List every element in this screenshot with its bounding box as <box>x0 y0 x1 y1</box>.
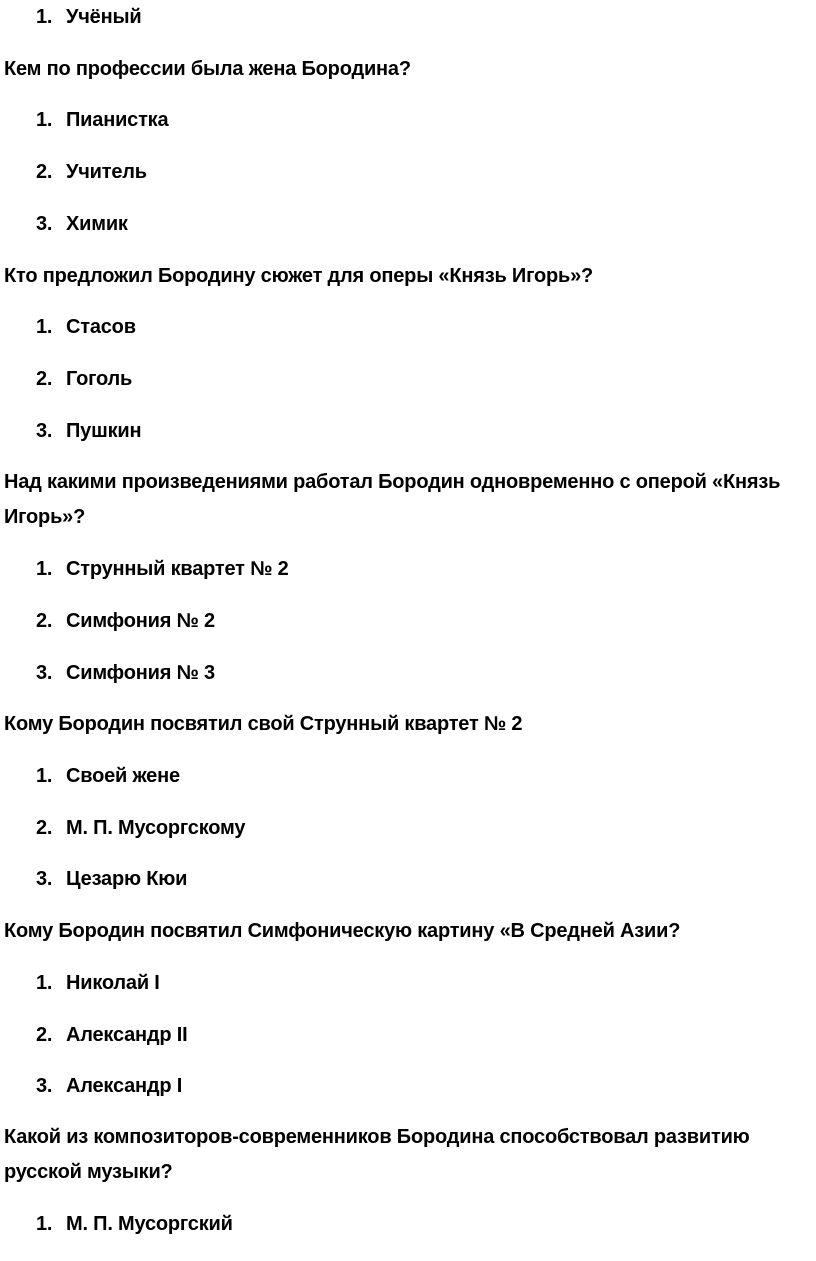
option-number: 1. <box>36 1213 53 1235</box>
option-text: Учёный <box>66 6 142 28</box>
answer-option <box>36 315 136 339</box>
option-text: М. П. Мусоргский <box>66 1213 233 1235</box>
option-number: 3. <box>36 213 53 235</box>
answer-option <box>36 5 141 29</box>
option-number: 3. <box>36 868 53 890</box>
question-text: Кто предложил Бородину сюжет для оперы «Князь Игорь»? <box>4 265 594 287</box>
question-text: Какой из композиторов-современников Бородина способствовал развитию русской музыки? <box>4 1126 750 1183</box>
option-number: 2. <box>36 610 53 632</box>
option-text: Пианистка <box>66 109 169 131</box>
answer-option <box>36 971 160 995</box>
answer-option <box>36 212 128 236</box>
question-text: Кому Бородин посвятил Симфоническую картину «В Средней Азии? <box>4 920 681 942</box>
option-text: Николай I <box>66 972 160 994</box>
option-number: 3. <box>36 1075 53 1097</box>
answer-option <box>36 1212 233 1236</box>
answer-option <box>36 160 147 184</box>
option-number: 1. <box>36 765 53 787</box>
option-text: Химик <box>66 213 128 235</box>
answer-option <box>36 367 132 391</box>
option-text: Цезарю Кюи <box>66 868 188 890</box>
option-text: Пушкин <box>66 420 142 442</box>
question-text: Кем по профессии была жена Бородина? <box>4 58 411 80</box>
option-number: 1. <box>36 316 53 338</box>
option-number: 1. <box>36 558 53 580</box>
option-number: 1. <box>36 972 53 994</box>
option-text: Своей жене <box>66 765 180 787</box>
answer-option <box>36 816 245 840</box>
option-number: 2. <box>36 1024 53 1046</box>
option-number: 2. <box>36 161 53 183</box>
option-number: 3. <box>36 420 53 442</box>
option-text: Александр II <box>66 1024 188 1046</box>
option-number: 1. <box>36 6 53 28</box>
option-text: М. П. Мусоргскому <box>66 817 246 839</box>
option-text: Симфония № 3 <box>66 662 215 684</box>
answer-option <box>36 1074 182 1098</box>
option-text: Гоголь <box>66 368 133 390</box>
answer-option <box>36 867 187 891</box>
answer-option <box>36 557 289 581</box>
answer-option <box>36 108 168 132</box>
option-number: 2. <box>36 368 53 390</box>
option-text: Стасов <box>66 316 136 338</box>
answer-option <box>36 661 215 685</box>
question-text: Кому Бородин посвятил свой Струнный квартет № 2 <box>4 713 523 735</box>
question-text: Над какими произведениями работал Бородин одновременно с оперой «Князь Игорь»? <box>4 471 781 528</box>
option-text: Учитель <box>66 161 147 183</box>
answer-option <box>36 419 141 443</box>
option-number: 2. <box>36 817 53 839</box>
option-text: Александр I <box>66 1075 183 1097</box>
answer-option <box>36 1023 188 1047</box>
option-text: Симфония № 2 <box>66 610 215 632</box>
option-number: 3. <box>36 662 53 684</box>
answer-option <box>36 764 180 788</box>
option-number: 1. <box>36 109 53 131</box>
answer-option <box>36 609 215 633</box>
option-text: Струнный квартет № 2 <box>66 558 289 580</box>
